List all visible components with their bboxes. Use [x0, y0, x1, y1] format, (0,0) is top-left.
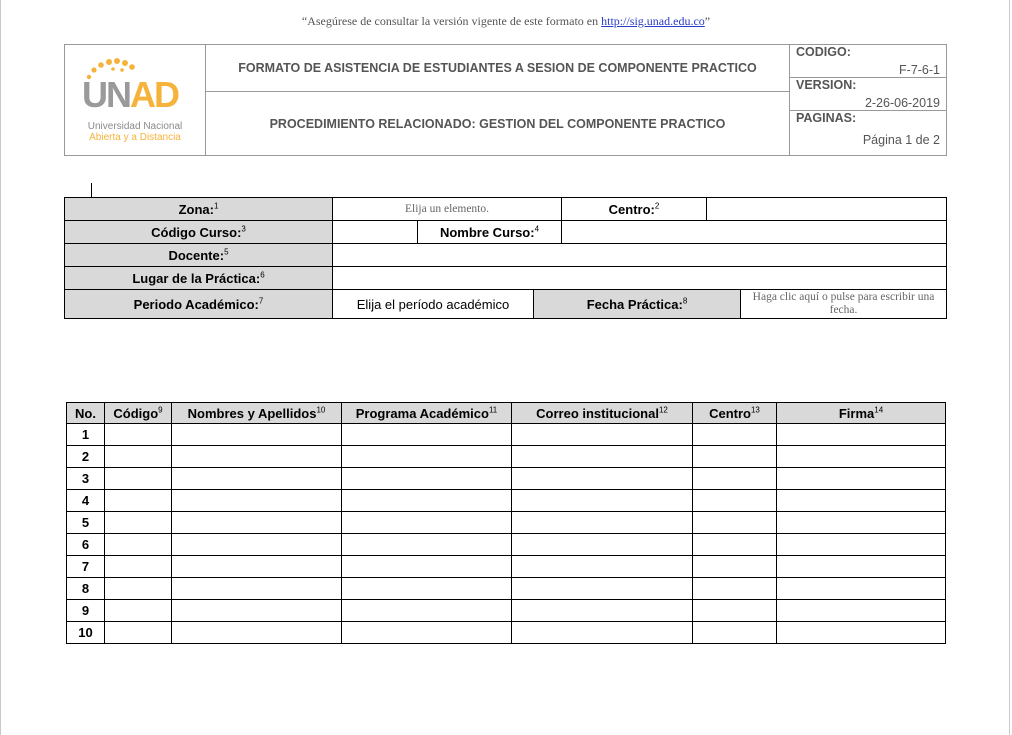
table-cell[interactable]: [777, 534, 946, 556]
periodo-label-text: Periodo Académico:: [133, 296, 259, 312]
fecha-date-picker[interactable]: Haga clic aquí o pulse para escribir una fecha.: [741, 290, 947, 319]
attendance-header-row: [67, 403, 946, 424]
periodo-select[interactable]: Elija el período académico: [333, 290, 534, 319]
table-cell[interactable]: [512, 600, 693, 622]
table-row: [67, 512, 946, 534]
zona-label: [65, 198, 333, 221]
column-header: [105, 403, 172, 424]
table-cell[interactable]: [512, 424, 693, 446]
table-cell[interactable]: [342, 622, 512, 644]
table-cell[interactable]: [693, 534, 777, 556]
lugar-field[interactable]: [333, 267, 947, 290]
table-cell[interactable]: [172, 556, 342, 578]
table-cell[interactable]: [693, 512, 777, 534]
row-number: 3: [67, 468, 105, 490]
column-header: [777, 403, 946, 424]
zona-sup: 1: [213, 201, 219, 211]
version-notice: [0, 14, 1012, 29]
column-header-label: No.: [75, 405, 96, 421]
document-header: [64, 44, 947, 156]
column-header-sup: 11: [488, 405, 498, 415]
session-info-table: [64, 197, 946, 319]
nombre-curso-label: [418, 221, 562, 244]
zona-select[interactable]: Elija un elemento.: [333, 198, 562, 221]
codigo-curso-label: [65, 221, 333, 244]
column-header-label: Código: [113, 405, 159, 421]
info-row-lugar: [64, 266, 947, 290]
table-cell[interactable]: [777, 490, 946, 512]
codigo-value: F-7-6-1: [899, 63, 940, 77]
version-value: 2-26-06-2019: [864, 96, 940, 110]
docente-field[interactable]: [333, 244, 947, 267]
table-cell[interactable]: [777, 622, 946, 644]
table-row: [67, 556, 946, 578]
table-cell[interactable]: [512, 512, 693, 534]
column-header-sup: 12: [658, 405, 668, 415]
row-number: 9: [67, 600, 105, 622]
attendance-table: [66, 402, 946, 644]
centro-sup: 2: [654, 201, 660, 211]
zona-label-text: Zona:: [178, 201, 214, 217]
column-header-sup: 9: [158, 405, 163, 415]
codigo-cell: [790, 45, 947, 78]
table-cell[interactable]: [105, 424, 172, 446]
column-header: [342, 403, 512, 424]
table-cell[interactable]: [342, 446, 512, 468]
centro-label: [562, 198, 707, 221]
column-header-label: Firma: [838, 405, 875, 421]
table-cell[interactable]: [512, 534, 693, 556]
table-cell[interactable]: [693, 424, 777, 446]
periodo-label: [65, 290, 333, 319]
table-cell[interactable]: [172, 622, 342, 644]
table-cell[interactable]: [342, 468, 512, 490]
paginas-label: PAGINAS:: [796, 111, 857, 125]
table-row: [67, 446, 946, 468]
column-header-label: Programa Académico: [355, 405, 489, 421]
nombre-curso-sup: 4: [534, 224, 540, 234]
table-cell[interactable]: [693, 622, 777, 644]
table-row: [67, 622, 946, 644]
table-cell[interactable]: [693, 446, 777, 468]
centro-label-text: Centro:: [608, 201, 655, 217]
table-cell[interactable]: [105, 622, 172, 644]
nombre-curso-label-text: Nombre Curso:: [439, 224, 535, 240]
row-number: 1: [67, 424, 105, 446]
table-cell[interactable]: [777, 578, 946, 600]
table-cell[interactable]: [512, 490, 693, 512]
info-row-curso: [64, 220, 947, 244]
table-cell[interactable]: [105, 490, 172, 512]
lugar-label-text: Lugar de la Práctica:: [132, 270, 261, 286]
table-cell[interactable]: [172, 446, 342, 468]
fecha-label: [534, 290, 741, 319]
nombre-curso-field[interactable]: [562, 221, 947, 244]
table-row: [67, 490, 946, 512]
table-cell[interactable]: [172, 490, 342, 512]
table-cell[interactable]: [342, 556, 512, 578]
logo-wordmark-ad: AD: [130, 74, 178, 115]
version-label: VERSION:: [796, 78, 857, 92]
codigo-curso-label-text: Código Curso:: [151, 224, 242, 240]
table-row: [67, 600, 946, 622]
table-cell[interactable]: [105, 468, 172, 490]
codigo-curso-sup: 3: [241, 224, 246, 234]
page-edge-left: [0, 0, 1, 735]
table-cell[interactable]: [777, 424, 946, 446]
table-cell[interactable]: [105, 600, 172, 622]
column-header: [693, 403, 777, 424]
procedure-title: PROCEDIMIENTO RELACIONADO: GESTION DEL COMPONENTE PRACTICO: [206, 92, 790, 156]
table-cell[interactable]: [512, 446, 693, 468]
form-title: FORMATO DE ASISTENCIA DE ESTUDIANTES A SESION DE COMPONENTE PRACTICO: [206, 45, 790, 92]
column-header-label: Nombres y Apellidos: [187, 405, 317, 421]
table-cell[interactable]: [777, 556, 946, 578]
lugar-sup: 6: [260, 270, 265, 280]
sig-link[interactable]: http://sig.unad.edu.co: [601, 14, 705, 28]
row-number: 6: [67, 534, 105, 556]
column-header-sup: 10: [316, 405, 326, 415]
codigo-label: CODIGO:: [796, 45, 851, 59]
page-edge-right: [1009, 0, 1010, 735]
table-cell[interactable]: [693, 490, 777, 512]
column-header: [172, 403, 342, 424]
table-cell[interactable]: [105, 534, 172, 556]
notice-suffix: ”: [704, 14, 711, 28]
table-cell[interactable]: [777, 446, 946, 468]
table-cell[interactable]: [693, 468, 777, 490]
fecha-label-text: Fecha Práctica:: [586, 296, 683, 312]
paginas-value: Página 1 de 2: [862, 133, 940, 147]
version-cell: [790, 78, 947, 111]
table-cell[interactable]: [342, 512, 512, 534]
row-number: 4: [67, 490, 105, 512]
table-row: [67, 534, 946, 556]
row-number: 8: [67, 578, 105, 600]
info-row-periodo: [64, 289, 947, 319]
table-cell[interactable]: [512, 468, 693, 490]
lugar-label: [65, 267, 333, 290]
paginas-cell: [790, 111, 947, 156]
table-cell[interactable]: [693, 600, 777, 622]
table-cell[interactable]: [172, 512, 342, 534]
row-number: 7: [67, 556, 105, 578]
table-cell[interactable]: [105, 446, 172, 468]
table-row: [67, 424, 946, 446]
row-number: 5: [67, 512, 105, 534]
table-cell[interactable]: [172, 424, 342, 446]
docente-sup: 5: [224, 247, 229, 257]
column-header: [512, 403, 693, 424]
column-header-sup: 14: [874, 405, 884, 415]
codigo-curso-field[interactable]: [333, 221, 418, 244]
info-row-zona: [64, 197, 947, 221]
column-header-label: Centro: [709, 405, 751, 421]
table-cell[interactable]: [777, 600, 946, 622]
table-cell[interactable]: [512, 578, 693, 600]
table-row: [67, 578, 946, 600]
column-header-label: Correo institucional: [536, 405, 659, 421]
table-cell[interactable]: [342, 534, 512, 556]
table-cell[interactable]: [512, 556, 693, 578]
table-cell[interactable]: [105, 556, 172, 578]
column-header: [67, 403, 105, 424]
fecha-sup: 8: [682, 296, 688, 306]
logo-line2: Abierta y a Distancia: [89, 132, 181, 143]
docente-label: [65, 244, 333, 267]
attendance-body: [67, 424, 946, 644]
notice-prefix: “Asegúrese de consultar la versión vigente de este formato en: [301, 14, 602, 28]
table-cell[interactable]: [172, 468, 342, 490]
table-cell[interactable]: [512, 622, 693, 644]
table-cell[interactable]: [342, 600, 512, 622]
periodo-sup: 7: [258, 296, 264, 306]
row-number: 10: [67, 622, 105, 644]
logo-line1: Universidad Nacional: [87, 121, 183, 132]
table-cell[interactable]: [693, 556, 777, 578]
table-cell[interactable]: [105, 578, 172, 600]
table-cell[interactable]: [105, 512, 172, 534]
table-cell[interactable]: [342, 424, 512, 446]
docente-label-text: Docente:: [168, 247, 225, 263]
table-cell[interactable]: [342, 490, 512, 512]
info-row-docente: [64, 243, 947, 267]
table-cell[interactable]: [777, 512, 946, 534]
table-cell[interactable]: [693, 578, 777, 600]
table-cell[interactable]: [777, 468, 946, 490]
column-header-sup: 13: [750, 405, 760, 415]
row-number: 2: [67, 446, 105, 468]
table-row: [67, 468, 946, 490]
unad-logo: [80, 55, 190, 145]
logo-cell: [65, 45, 206, 156]
table-cell[interactable]: [172, 534, 342, 556]
table-cell[interactable]: [342, 578, 512, 600]
table-cell[interactable]: [172, 578, 342, 600]
logo-wordmark-un: UN: [82, 74, 130, 115]
centro-field[interactable]: [707, 198, 947, 221]
logo-wordmark: [82, 75, 178, 115]
text-cursor: [91, 183, 92, 197]
table-cell[interactable]: [172, 600, 342, 622]
